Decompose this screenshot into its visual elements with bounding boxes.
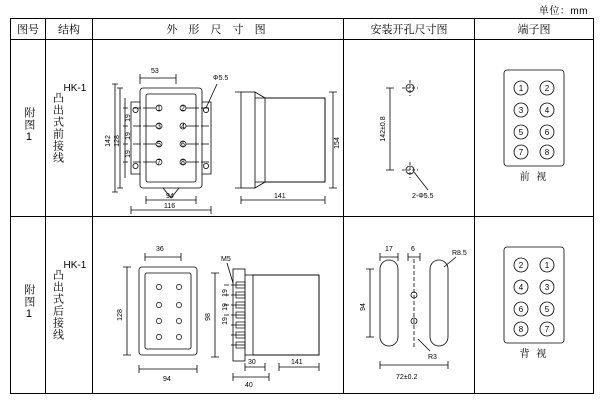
terminal-2-5: 6 — [518, 305, 524, 314]
terminal-2-8: 7 — [544, 325, 550, 334]
structure-desc-1: 凸出式前接线 — [51, 92, 64, 164]
cell-structure-2 — [46, 217, 93, 394]
dim-19-f: 19 — [222, 317, 229, 325]
header-cell-terminal-diagram: 端子图 — [475, 19, 594, 40]
dim-r3: R3 — [428, 354, 437, 361]
terminal-4: 4 — [544, 106, 550, 115]
dim-19-b: 19 — [125, 132, 132, 140]
dim-94: 94 — [166, 193, 174, 200]
cell-outline-2 — [93, 217, 344, 394]
dim-128-r2: 128 — [117, 309, 124, 321]
terminal-2-1: 2 — [518, 261, 524, 270]
pin-3: 3 — [157, 123, 161, 131]
terminal-2-3: 4 — [518, 283, 524, 292]
dim-6: 6 — [411, 246, 415, 253]
cell-figure-no-1 — [11, 40, 46, 217]
cell-figure-no-2 — [11, 217, 46, 394]
figure-no-label-1: 附图1 — [22, 107, 35, 144]
dim-142: 142 — [105, 135, 112, 147]
dim-36: 36 — [156, 246, 164, 253]
terminal-1: 1 — [518, 84, 524, 93]
structure-desc-2: 凸出式后接线 — [51, 269, 64, 341]
dim-94-hole: 94 — [360, 303, 367, 311]
outline-drawing-2 — [93, 217, 343, 393]
terminal-7: 7 — [518, 148, 524, 157]
cell-mounting-hole-2 — [344, 217, 475, 394]
dim-116: 116 — [164, 203, 176, 210]
terminal-view-label-2: 背 视 — [519, 349, 549, 360]
dim-phi55: Φ5.5 — [213, 75, 229, 82]
dim-17: 17 — [385, 246, 393, 253]
dim-2-phi55: 2-Φ5.5 — [412, 193, 434, 200]
specification-table — [10, 18, 594, 394]
terminal-2-4: 3 — [544, 283, 550, 292]
table-row — [11, 40, 594, 217]
dim-19-c: 19 — [125, 150, 132, 158]
terminal-3: 3 — [518, 106, 524, 115]
cell-terminal-1 — [475, 40, 594, 217]
dim-40: 40 — [245, 382, 253, 389]
dim-19-e: 19 — [222, 303, 229, 311]
mounting-hole-drawing-2 — [344, 217, 474, 393]
terminal-2-7: 8 — [518, 325, 524, 334]
pin-5: 5 — [157, 141, 161, 149]
pin-7: 7 — [157, 159, 161, 167]
structure-model-1: HK-1 — [63, 82, 87, 94]
header-cell-structure: 结构 — [46, 19, 93, 40]
dim-98: 98 — [205, 313, 212, 321]
dim-94-r2: 94 — [163, 376, 171, 383]
terminal-view-label-1: 前 视 — [519, 172, 549, 183]
header-cell-figure-no: 图号 — [11, 19, 46, 40]
terminal-6: 6 — [544, 128, 550, 137]
dim-141: 141 — [274, 193, 286, 200]
terminal-drawing-1 — [475, 40, 593, 216]
dim-r85: R8.5 — [452, 250, 467, 257]
header-cell-outline-dimensions: 外 形 尺 寸 图 — [93, 19, 344, 40]
dim-30: 30 — [248, 359, 256, 366]
unit-note: 单位：mm — [538, 6, 588, 17]
table-row — [11, 217, 594, 394]
table-header-row — [11, 19, 594, 40]
dim-142-tol: 142±0.8 — [380, 116, 387, 142]
pin-8: 8 — [181, 159, 185, 167]
mounting-hole-drawing-1 — [344, 40, 474, 216]
pin-1: 1 — [157, 105, 161, 113]
terminal-2-6: 5 — [544, 305, 550, 314]
structure-model-2: HK-1 — [63, 259, 87, 271]
dim-72-tol: 72±0.2 — [396, 374, 418, 381]
header-cell-mounting-hole: 安装开孔尺寸图 — [344, 19, 475, 40]
outline-drawing-1 — [93, 40, 343, 216]
cell-structure-1 — [46, 40, 93, 217]
pin-6: 6 — [181, 141, 185, 149]
table-header — [11, 19, 594, 40]
table-body — [11, 40, 594, 394]
dim-19-d: 19 — [222, 289, 229, 297]
cell-outline-1 — [93, 40, 344, 217]
cell-mounting-hole-1 — [344, 40, 475, 217]
terminal-2: 2 — [544, 84, 550, 93]
dim-m5: M5 — [221, 256, 231, 263]
terminal-2-2: 1 — [544, 261, 550, 270]
dim-154: 154 — [334, 137, 341, 149]
dim-128: 128 — [114, 135, 121, 147]
terminal-8: 8 — [544, 148, 550, 157]
dim-141-r2: 141 — [291, 359, 303, 366]
pin-2: 2 — [181, 105, 185, 113]
terminal-drawing-2 — [475, 217, 593, 393]
figure-no-label-2: 附图1 — [22, 284, 35, 321]
dim-19-a: 19 — [125, 114, 132, 122]
cell-terminal-2 — [475, 217, 594, 394]
pin-4: 4 — [181, 123, 185, 131]
terminal-5: 5 — [518, 128, 524, 137]
dim-53: 53 — [151, 68, 159, 75]
